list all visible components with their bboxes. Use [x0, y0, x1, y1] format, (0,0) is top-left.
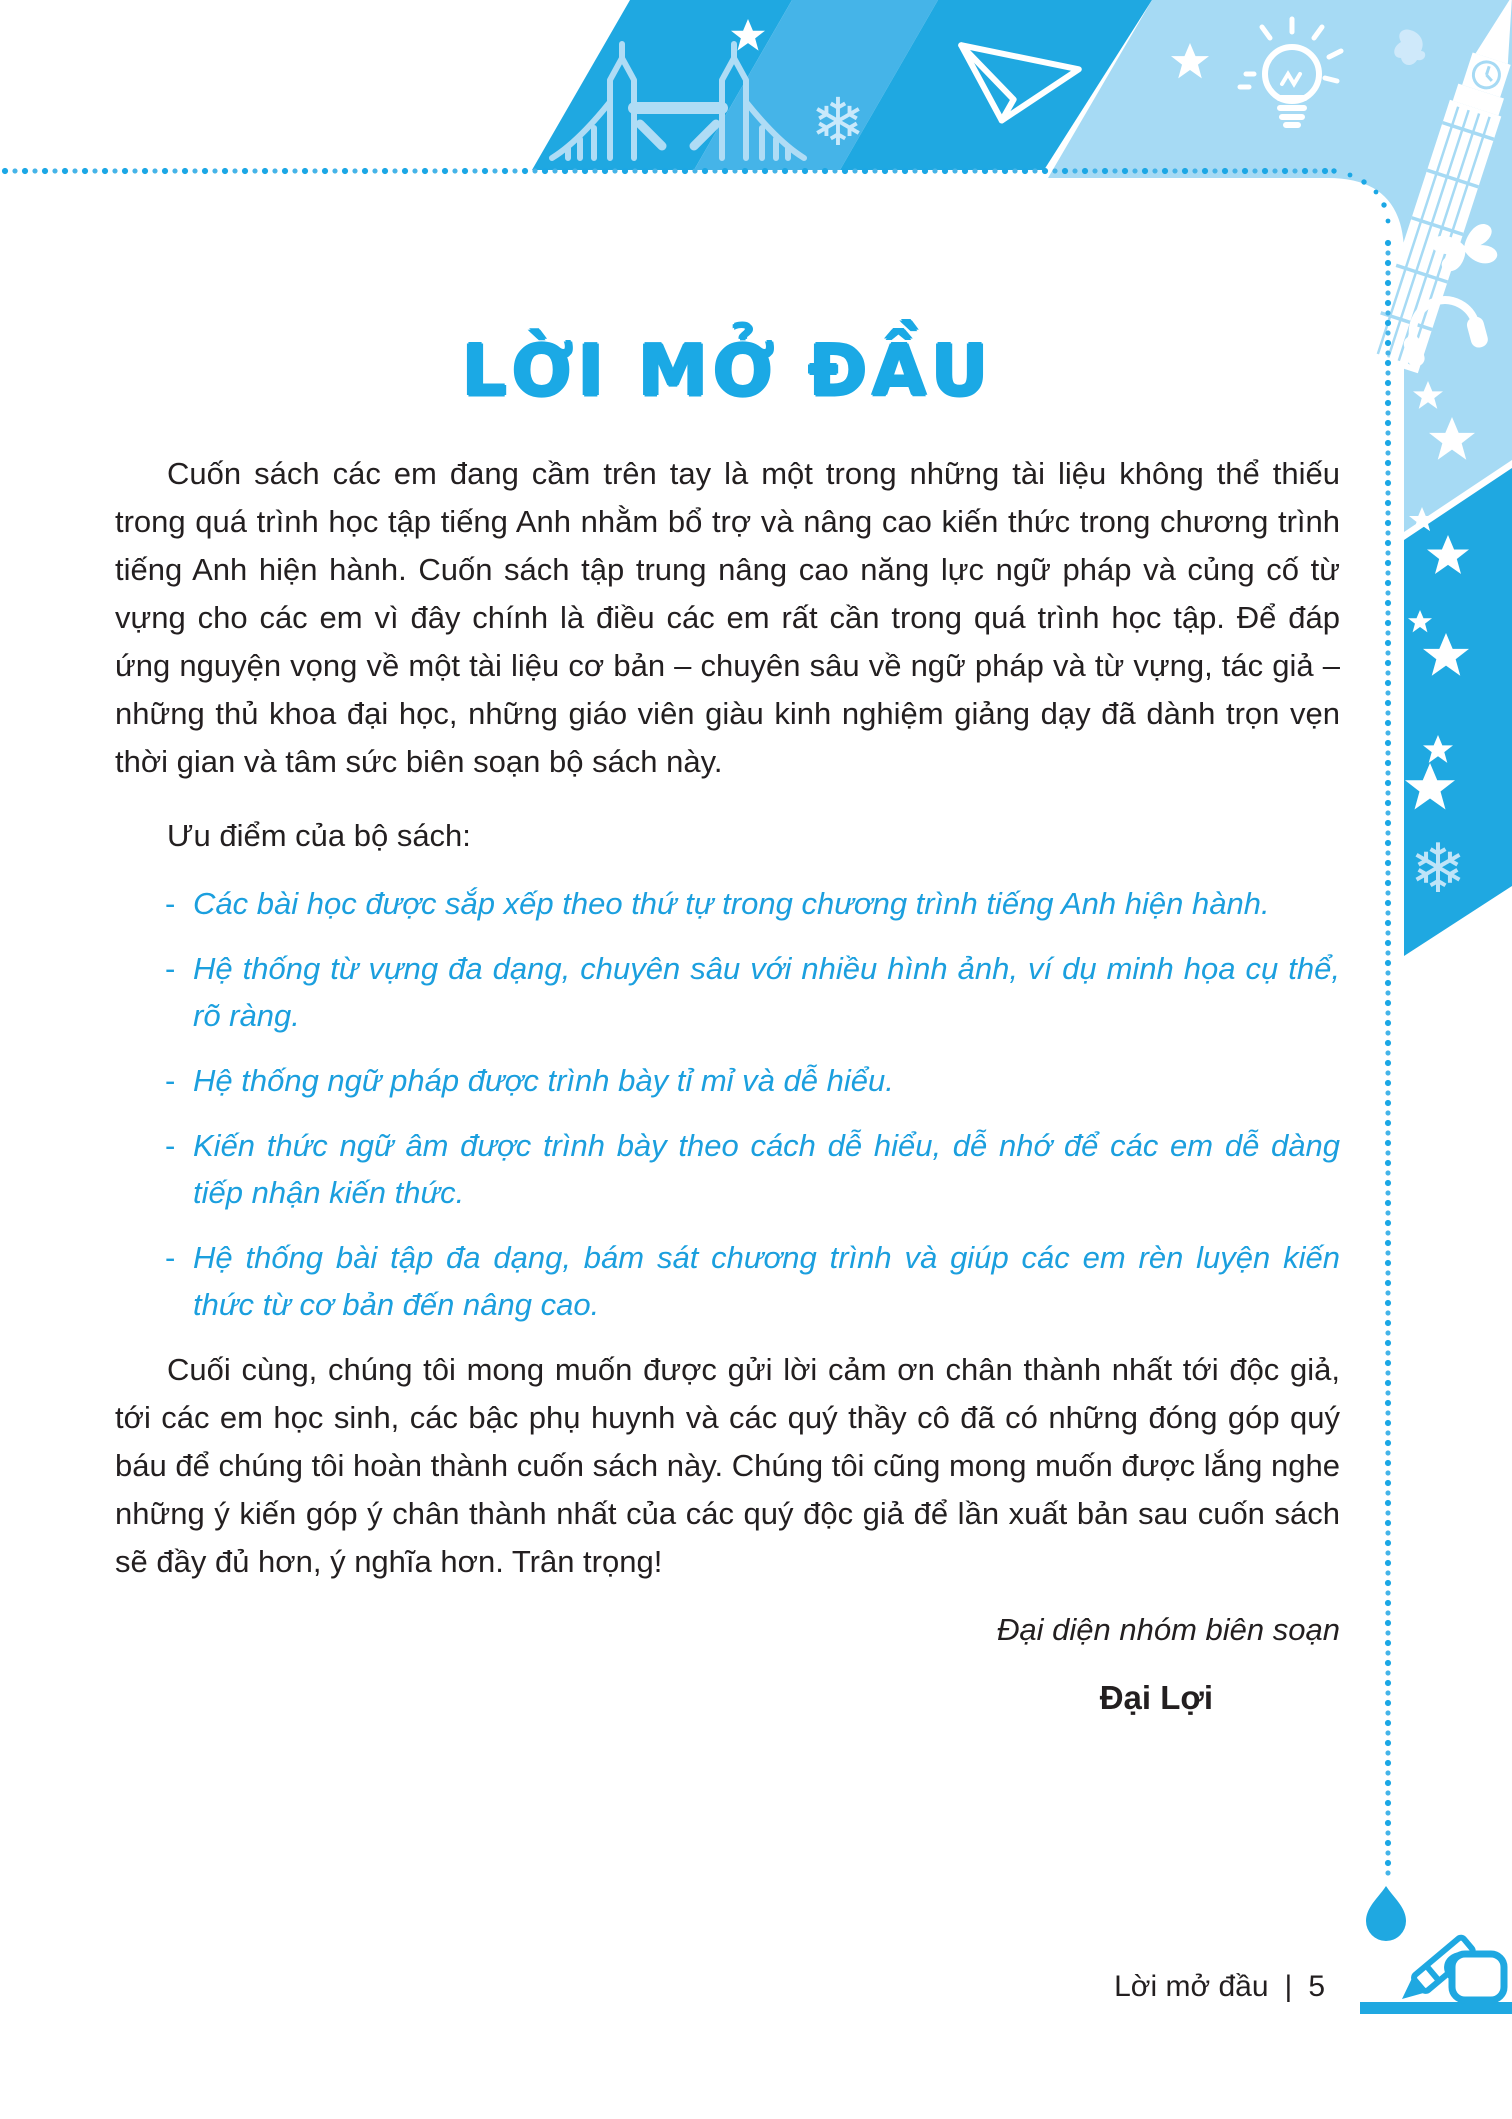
list-item	[115, 1057, 1340, 1104]
list-item	[115, 1122, 1340, 1216]
footer-page-number: 5	[1308, 1970, 1325, 2003]
list-item-text: Hệ thống bài tập đa dạng, bám sát chương trình và giúp các em rèn luyện kiến thức từ cơ bản đến nâng cao.	[193, 1240, 1340, 1322]
writing-hand-icon	[1360, 1936, 1512, 2014]
bullet-marker: -	[165, 1240, 176, 1275]
list-item-text: Hệ thống từ vựng đa dạng, chuyên sâu với nhiều hình ảnh, ví dụ minh họa cụ thể, rõ ràng.	[193, 951, 1340, 1033]
bullet-marker: -	[165, 886, 176, 921]
list-item-text: Các bài học được sắp xếp theo thứ tự trong chương trình tiếng Anh hiện hành.	[193, 886, 1270, 921]
list-item	[115, 880, 1340, 927]
list-item-text: Kiến thức ngữ âm được trình bày theo cách dễ hiểu, dễ nhớ để các em dễ dàng tiếp nhận kiến thức.	[193, 1128, 1340, 1210]
snowflake-icon: ❄	[1409, 830, 1467, 909]
bullet-marker: -	[165, 1063, 176, 1098]
advantages-list	[115, 880, 1340, 1328]
signature-role: Đại diện nhóm biên soạn	[997, 1612, 1340, 1647]
page-footer	[0, 1970, 1325, 2004]
footer-section-label: Lời mở đầu	[1114, 1970, 1269, 2003]
list-item	[115, 945, 1340, 1039]
signature-name: Đại Lợi	[1099, 1679, 1213, 1716]
bullet-marker: -	[165, 1128, 176, 1163]
footer-separator: |	[1284, 1970, 1293, 2003]
teardrop-icon	[1366, 1886, 1406, 1941]
list-item-text: Hệ thống ngữ pháp được trình bày tỉ mỉ và dễ hiểu.	[193, 1063, 894, 1098]
snowflake-icon: ❄	[810, 84, 866, 161]
dotted-border-top	[0, 165, 1328, 177]
closing-paragraph: Cuối cùng, chúng tôi mong muốn được gửi lời cảm ơn chân thành nhất tới độc giả, tới các em học sinh, các bậc phụ huynh và các quý thầy cô đã có những đóng góp quý báu để chúng tôi hoàn thành cuốn sách này. Chúng tôi cũng mong muốn được lắng nghe những ý kiến góp ý chân thành nhất của các quý độc giả để lần xuất bản sau cuốn sách sẽ đầy đủ hơn, ý nghĩa hơn. Trân trọng!	[115, 1352, 1340, 1579]
intro-paragraph: Cuốn sách các em đang cầm trên tay là một trong những tài liệu không thể thiếu trong quá trình học tập tiếng Anh nhằm bổ trợ và nâng cao kiến thức trong chương trình tiếng Anh hiện hành. Cuốn sách tập trung nâng cao năng lực ngữ pháp và củng cố từ vựng cho các em vì đây chính là điều các em rất cần trong quá trình học tập. Để đáp ứng nguyện vọng về một tài liệu cơ bản – chuyên sâu về ngữ pháp và từ vựng, tác giả – những thủ khoa đại học, những giáo viên giàu kinh nghiệm giảng dạy đã dành trọn vẹn thời gian và tâm sức biên soạn bộ sách này.	[115, 456, 1340, 779]
advantages-heading: Ưu điểm của bộ sách:	[167, 818, 471, 853]
page-title: LỜI MỞ ĐẦU	[461, 330, 993, 412]
dotted-border-right	[1382, 238, 1394, 1878]
list-item	[115, 1234, 1340, 1328]
bullet-marker: -	[165, 951, 176, 986]
page-content	[115, 330, 1340, 1750]
